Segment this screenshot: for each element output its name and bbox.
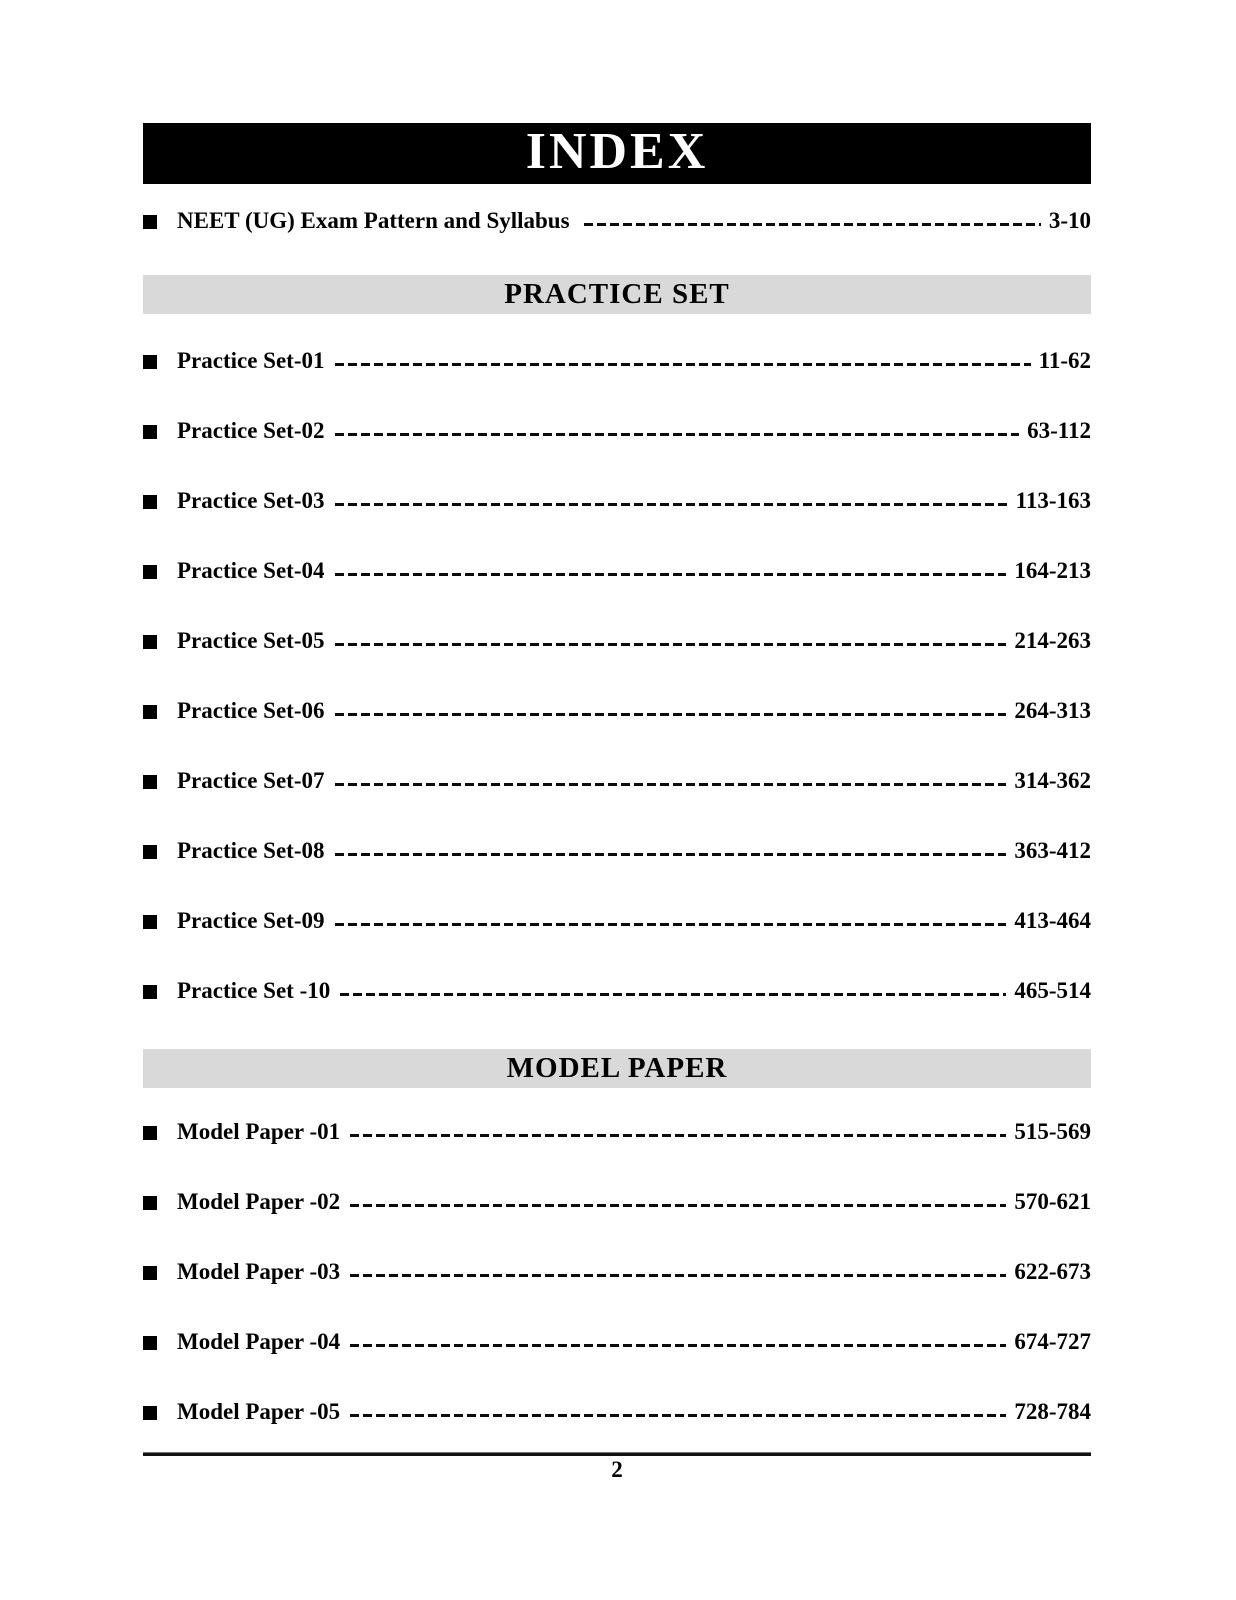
- toc-entry-label: Practice Set-02: [177, 418, 325, 443]
- dash-leader: [335, 713, 1007, 716]
- toc-entry-pages: 63-112: [1027, 418, 1091, 443]
- dash-leader: [335, 643, 1007, 646]
- index-title-banner: [143, 123, 1091, 184]
- toc-entry: [143, 698, 1091, 724]
- toc-entry: [143, 908, 1091, 934]
- toc-entry-label: NEET (UG) Exam Pattern and Syllabus: [177, 208, 570, 233]
- dash-leader: [350, 1134, 1006, 1137]
- toc-entry: [143, 1399, 1091, 1425]
- dash-leader: [584, 223, 1041, 226]
- dash-leader: [335, 573, 1007, 576]
- toc-entry-label: Practice Set-09: [177, 908, 325, 933]
- toc-entry: [143, 348, 1091, 374]
- bullet-square-icon: [143, 355, 157, 369]
- toc-entry-label: Practice Set-04: [177, 558, 325, 583]
- toc-entry-pages: 413-464: [1014, 908, 1091, 933]
- toc-entry-pages: 314-362: [1014, 768, 1091, 793]
- dash-leader: [350, 1344, 1006, 1347]
- bullet-square-icon: [143, 915, 157, 929]
- toc-entry-label: Practice Set -10: [177, 978, 331, 1003]
- practice-set-entries: [143, 348, 1091, 1004]
- bullet-square-icon: [143, 425, 157, 439]
- dash-leader: [335, 433, 1020, 436]
- dash-leader: [350, 1414, 1006, 1417]
- toc-entry-label: Practice Set-06: [177, 698, 325, 723]
- bullet-square-icon: [143, 985, 157, 999]
- toc-entry-label: Model Paper -03: [177, 1259, 341, 1284]
- toc-entry-pages: 674-727: [1014, 1329, 1091, 1354]
- toc-entry-pages: 3-10: [1048, 208, 1091, 233]
- dash-leader: [350, 1204, 1006, 1207]
- toc-entry-pages: 363-412: [1014, 838, 1091, 863]
- section-heading: PRACTICE SET: [504, 278, 730, 310]
- toc-entry-pages: 264-313: [1014, 698, 1091, 723]
- toc-entry-pages: 728-784: [1014, 1399, 1091, 1424]
- bullet-square-icon: [143, 565, 157, 579]
- toc-entry-intro: [143, 208, 1091, 234]
- toc-entry: [143, 838, 1091, 864]
- section-banner-model-paper: [143, 1049, 1091, 1088]
- dash-leader: [335, 503, 1008, 506]
- toc-entry-label: Model Paper -05: [177, 1399, 341, 1424]
- toc-entry: [143, 1329, 1091, 1355]
- toc-entry: [143, 418, 1091, 444]
- bullet-square-icon: [143, 1126, 157, 1140]
- toc-entry-label: Model Paper -01: [177, 1119, 341, 1144]
- bullet-square-icon: [143, 635, 157, 649]
- toc-entry: [143, 1259, 1091, 1285]
- model-paper-entries: [143, 1119, 1091, 1425]
- toc-entry-pages: 570-621: [1014, 1189, 1091, 1214]
- toc-entry-label: Practice Set-01: [177, 348, 325, 373]
- dash-leader: [350, 1274, 1006, 1277]
- toc-entry-label: Practice Set-07: [177, 768, 325, 793]
- bullet-square-icon: [143, 1406, 157, 1420]
- toc-entry: [143, 628, 1091, 654]
- bullet-square-icon: [143, 495, 157, 509]
- toc-entry-pages: 11-62: [1038, 348, 1091, 373]
- footer-rule: [143, 1452, 1091, 1456]
- toc-entry: [143, 768, 1091, 794]
- toc-entry-pages: 113-163: [1015, 488, 1091, 513]
- toc-entry: [143, 488, 1091, 514]
- toc-entry-pages: 164-213: [1014, 558, 1091, 583]
- toc-entry-pages: 214-263: [1014, 628, 1091, 653]
- toc-entry: [143, 558, 1091, 584]
- dash-leader: [335, 853, 1007, 856]
- toc-entry-label: Model Paper -04: [177, 1329, 341, 1354]
- toc-entry-pages: 622-673: [1014, 1259, 1091, 1284]
- bullet-square-icon: [143, 1336, 157, 1350]
- toc-entry-label: Practice Set-03: [177, 488, 325, 513]
- toc-entry: [143, 1119, 1091, 1145]
- toc-entry: [143, 1189, 1091, 1215]
- bullet-square-icon: [143, 215, 157, 229]
- toc-entry-label: Model Paper -02: [177, 1189, 341, 1214]
- toc-entry-pages: 515-569: [1014, 1119, 1091, 1144]
- toc-entry-pages: 465-514: [1014, 978, 1091, 1003]
- section-heading: MODEL PAPER: [506, 1052, 728, 1084]
- page-title: INDEX: [525, 122, 709, 180]
- dash-leader: [335, 363, 1031, 366]
- bullet-square-icon: [143, 1196, 157, 1210]
- dash-leader: [335, 783, 1007, 786]
- bullet-square-icon: [143, 775, 157, 789]
- index-page-content: [143, 0, 1091, 1483]
- page-number: 2: [611, 1457, 623, 1482]
- toc-entry: [143, 978, 1091, 1004]
- bullet-square-icon: [143, 705, 157, 719]
- bullet-square-icon: [143, 845, 157, 859]
- toc-entry-label: Practice Set-05: [177, 628, 325, 653]
- section-banner-practice-set: [143, 275, 1091, 314]
- dash-leader: [340, 993, 1006, 996]
- toc-entry-label: Practice Set-08: [177, 838, 325, 863]
- bullet-square-icon: [143, 1266, 157, 1280]
- dash-leader: [335, 923, 1007, 926]
